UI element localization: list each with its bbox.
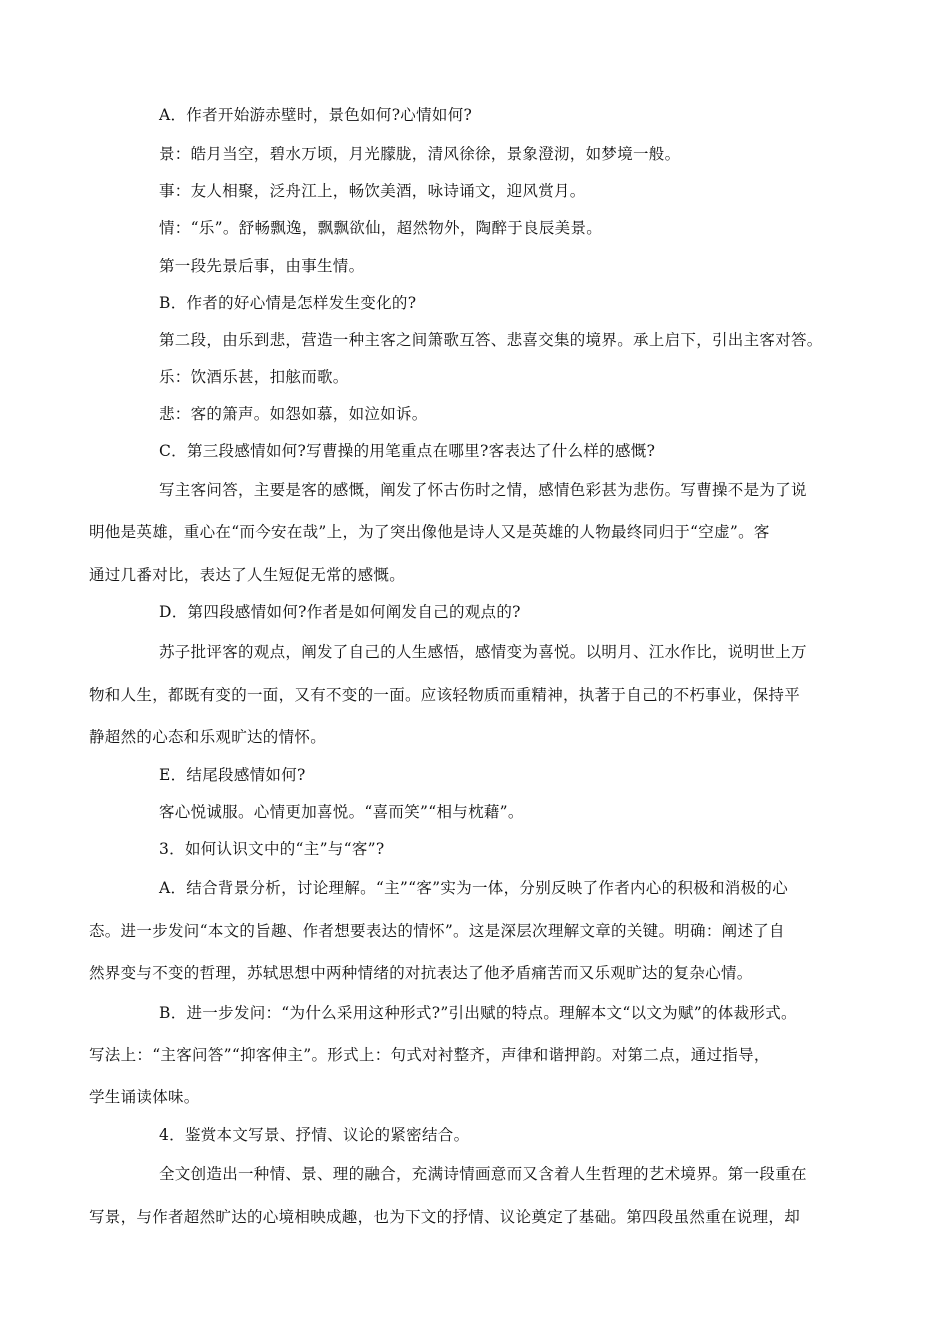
text-line: 第一段先景后事，由事生情。 — [159, 257, 365, 275]
text-line: 苏子批评客的观点，阐发了自己的人生感悟，感情变为喜悦。以明月、江水作比，说明世上万 — [159, 643, 807, 661]
text-line: 客心悦诚服。心情更加喜悦。“喜而笑”“相与枕藉”。 — [159, 803, 524, 821]
text-line: 态。进一步发问“本文的旨趣、作者想要表达的情怀”。这是深层次理解文章的关键。明确：阐述了自 — [89, 922, 785, 940]
text-line: D．第四段感情如何?作者是如何阐发自己的观点的? — [159, 603, 521, 621]
text-line: 学生诵读体味。 — [89, 1088, 200, 1106]
text-line: A．结合背景分析，讨论理解。“主”“客”实为一体，分别反映了作者内心的积极和消极的心 — [159, 879, 788, 897]
text-line: 事：友人相聚，泛舟江上，畅饮美酒，咏诗诵文，迎风赏月。 — [159, 182, 586, 200]
text-line: B．作者的好心情是怎样发生变化的? — [159, 294, 417, 312]
text-line: 4．鉴赏本文写景、抒情、议论的紧密结合。 — [159, 1126, 470, 1144]
text-line: C．第三段感情如何?写曹操的用笔重点在哪里?客表达了什么样的感慨? — [159, 442, 656, 460]
text-line: B．进一步发问：“为什么采用这种形式?”引出赋的特点。理解本文“以文为赋”的体裁形式。 — [159, 1004, 797, 1022]
text-line: 明他是英雄，重心在“而今安在哉”上，为了突出像他是诗人又是英雄的人物最终同归于“空虚”。客 — [89, 523, 770, 541]
text-line: 静超然的心态和乐观旷达的情怀。 — [89, 728, 327, 746]
text-line: 写法上：“主客问答”“抑客伸主”。形式上：句式对衬整齐，声律和谐押韵。对第二点，通过指导， — [89, 1046, 770, 1064]
text-line: A．作者开始游赤壁时，景色如何?心情如何? — [159, 106, 473, 124]
text-line: 3．如何认识文中的“主”与“客”? — [159, 840, 385, 858]
text-line: 第二段，由乐到悲，营造一种主客之间箫歌互答、悲喜交集的境界。承上启下，引出主客对答。 — [159, 331, 823, 349]
text-line: 乐：饮酒乐甚，扣舷而歌。 — [159, 368, 349, 386]
text-line: 物和人生，都既有变的一面，又有不变的一面。应该轻物质而重精神，执著于自己的不朽事业，保持平 — [89, 686, 801, 704]
text-line: 情：“乐”。舒畅飘逸，飘飘欲仙，超然物外，陶醉于良辰美景。 — [159, 219, 603, 237]
text-line: 然界变与不变的哲理，苏轼思想中两种情绪的对抗表达了他矛盾痛苦而又乐观旷达的复杂心情。 — [89, 964, 753, 982]
text-line: E．结尾段感情如何? — [159, 766, 306, 784]
text-line: 悲：客的箫声。如怨如慕，如泣如诉。 — [159, 405, 428, 423]
text-line: 通过几番对比，表达了人生短促无常的感慨。 — [89, 566, 406, 584]
text-line: 景：皓月当空，碧水万顷，月光朦胧，清风徐徐，景象澄沏，如梦境一般。 — [159, 145, 681, 163]
text-line: 写景，与作者超然旷达的心境相映成趣，也为下文的抒情、议论奠定了基础。第四段虽然重在说理，却 — [89, 1208, 801, 1226]
text-line: 写主客问答，主要是客的感慨，阐发了怀古伤时之情，感情色彩甚为悲伤。写曹操不是为了说 — [159, 481, 807, 499]
text-line: 全文创造出一种情、景、理的融合，充满诗情画意而又含着人生哲理的艺术境界。第一段重在 — [159, 1165, 807, 1183]
